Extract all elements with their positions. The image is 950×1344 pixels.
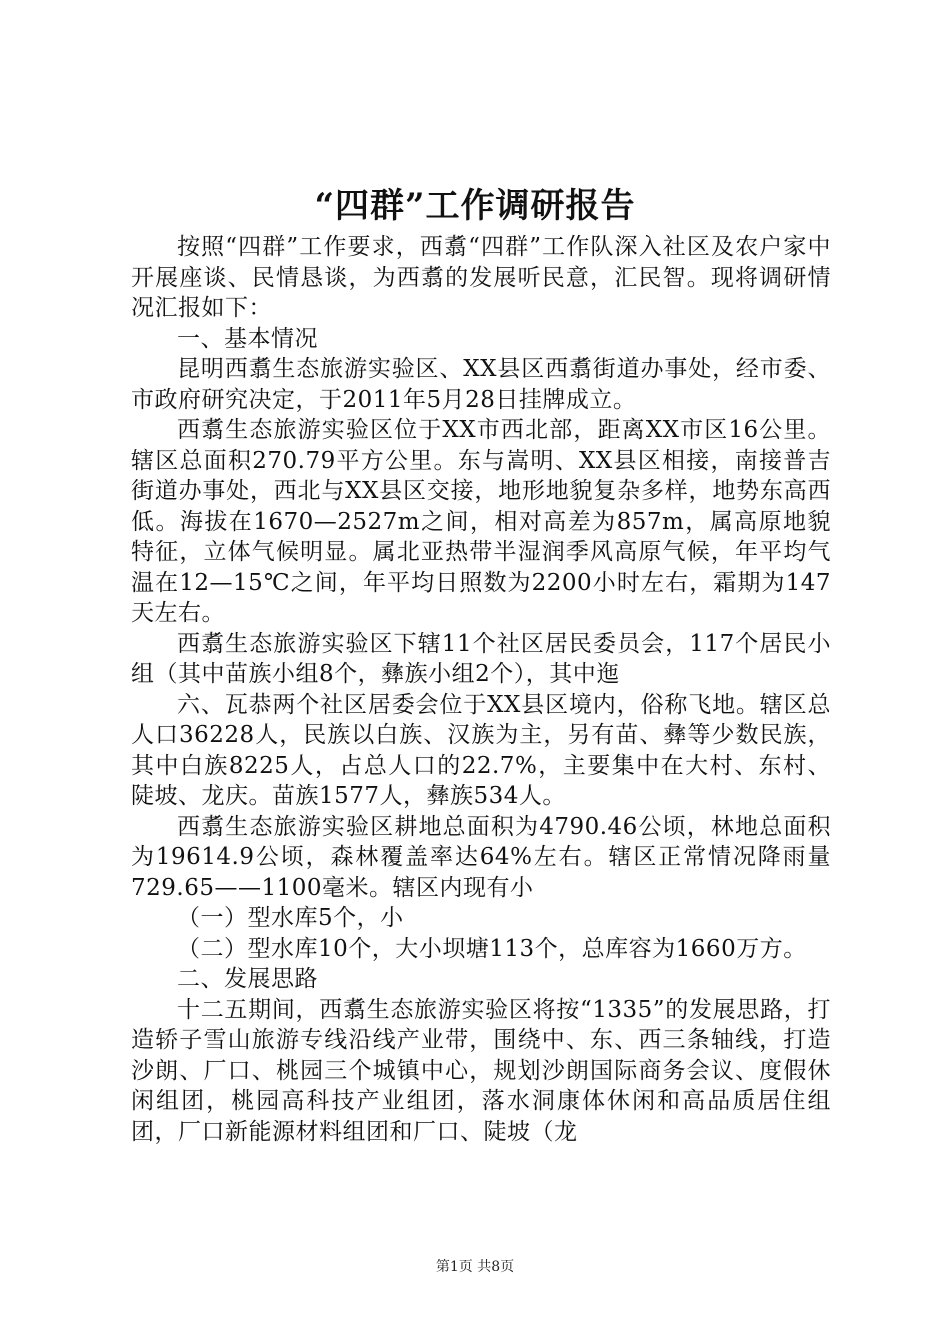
paragraph-communities: 西翥生态旅游实验区下辖11个社区居民委员会，117个居民小组（其中苗族小组8个，彝族小组2个），其中迤	[131, 630, 831, 687]
section-heading-plan: 二、发展思路	[177, 966, 318, 992]
paragraph-geography: 西翥生态旅游实验区位于XX市西北部，距离XX市区16公里。辖区总面积270.79平方公里。东与嵩明、XX县区相接，南接普吉街道办事处，西北与XX县区交接，地形地貌复杂多样，地势东高西低。海拔在1670—2527m之间，相对高差为857m，属高原地貌特征，立体气候明显。属北亚热带半湿润季风高原气候，年平均气温在12—15℃之间，年平均日照数为2200小时左右，霜期为147天左右。	[131, 417, 831, 626]
document-body	[131, 232, 831, 1147]
paragraph-plan: 十二五期间，西翥生态旅游实验区将按“1335”的发展思路，打造轿子雪山旅游专线沿线产业带，围绕中、东、西三条轴线，打造沙朗、厂口、桃园三个城镇中心，规划沙朗国际商务会议、度假休闲组团，桃园高科技产业组团，落水洞康体休闲和高品质居住组团，厂口新能源材料组团和厂口、陡坡（龙	[131, 996, 831, 1145]
paragraph-reservoir-1: （一）型水库5个，小	[177, 905, 404, 931]
document-title: “四群”工作调研报告	[314, 186, 636, 226]
paragraph-reservoir-2: （二）型水库10个，大小坝塘113个，总库容为1660万方。	[177, 935, 807, 962]
page-number: 第1页 共8页	[435, 1259, 515, 1275]
paragraph-establishment: 昆明西翥生态旅游实验区、XX县区西翥街道办事处，经市委、市政府研究决定，于2011年5月28日挂牌成立。	[131, 356, 831, 413]
section-heading-basic: 一、基本情况	[177, 325, 318, 352]
paragraph-land: 西翥生态旅游实验区耕地总面积为4790.46公顷，林地总面积为19614.9公顷，森林覆盖率达64%左右。辖区正常情况降雨量729.65——1100毫米。辖区内现有小	[131, 813, 831, 901]
paragraph-population: 六、瓦恭两个社区居委会位于XX县区境内，俗称飞地。辖区总人口36228人，民族以白族、汉族为主，另有苗、彝等少数民族，其中白族8225人，占总人口的22.7%，主要集中在大村、东村、陡坡、龙庆。苗族1577人，彝族534人。	[131, 691, 831, 809]
paragraph-intro: 按照“四群”工作要求，西翥“四群”工作队深入社区及农户家中开展座谈、民情恳谈，为西翥的发展听民意，汇民智。现将调研情况汇报如下：	[131, 234, 831, 321]
